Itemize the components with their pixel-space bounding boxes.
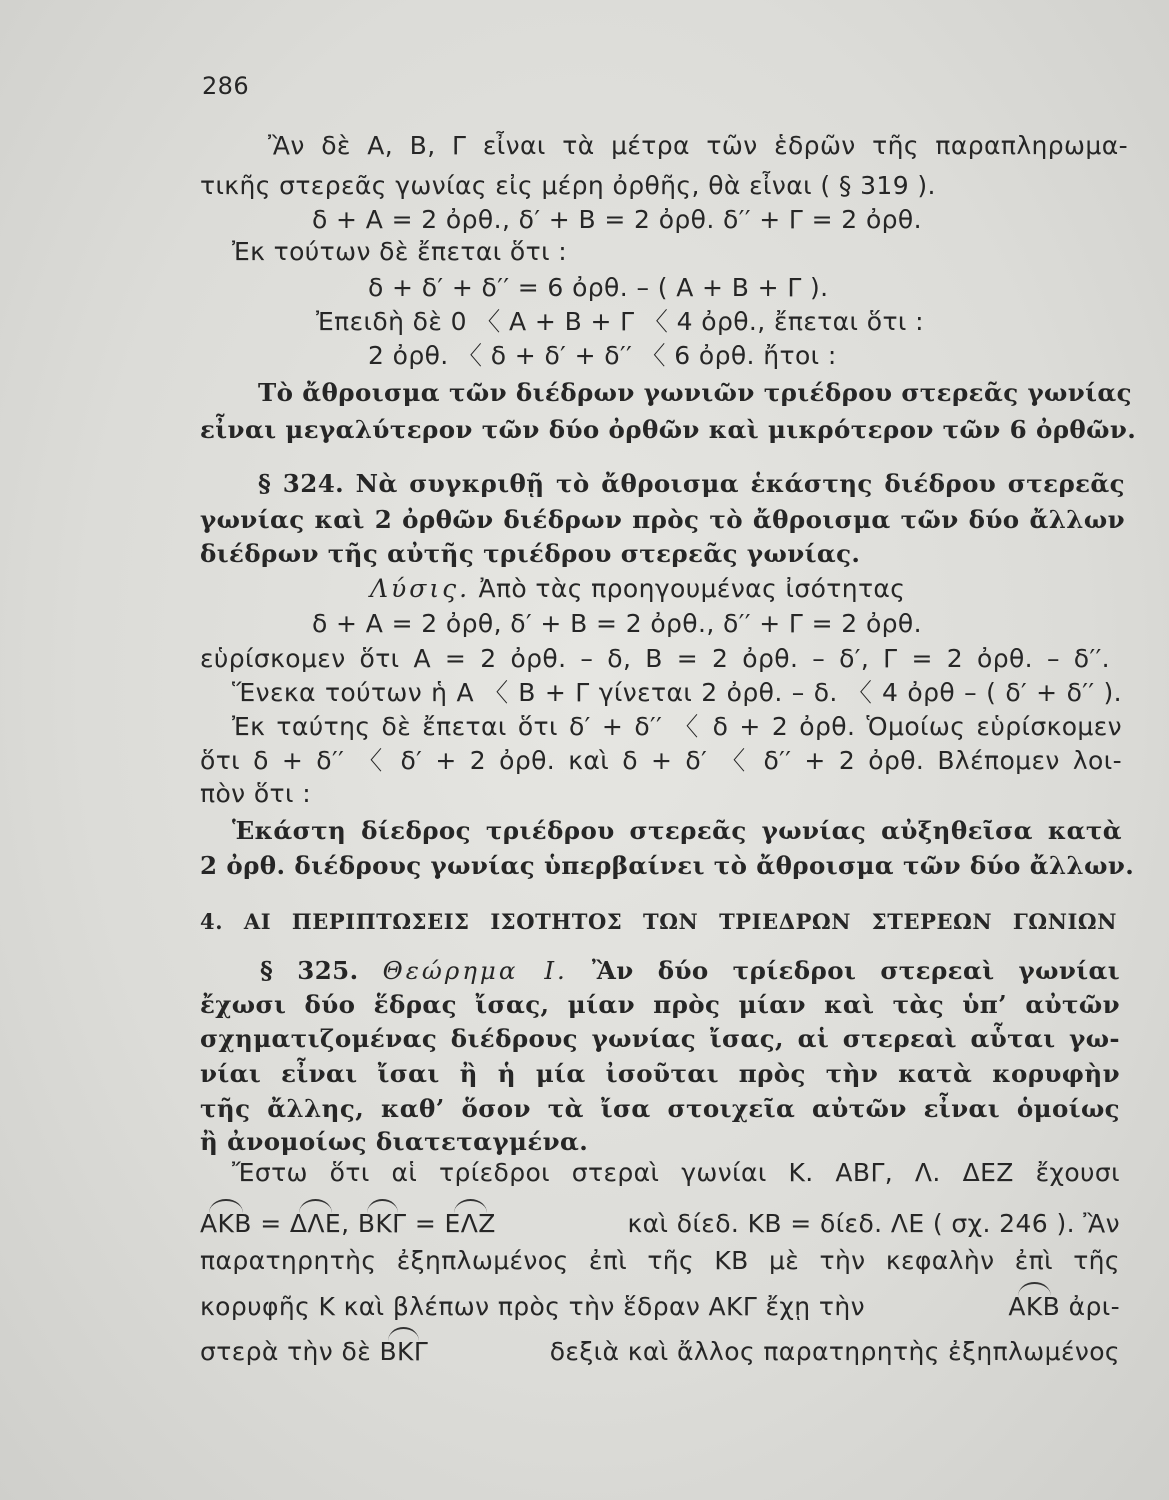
text-line [200,1291,1120,1323]
theorem-line: σχηματιζομένας διέδρους γωνίας ἴσας, αἱ στερεαὶ αὗται γω- [200,1024,1120,1053]
theorem-line: 2 ὀρθ. διέδρους γωνίας ὑπερβαίνει τὸ ἄθροισμα τῶν δύο ἄλλων. [200,851,1135,880]
text-line: τικῆς στερεᾶς γωνίας εἰς μέρη ὀρθῆς, θὰ εἶναι ( § 319 ). [200,171,936,200]
text-line: ὅτι δ + δ′′ 〈 δ′ + 2 ὀρθ. καὶ δ + δ′ 〈 δ′′ + 2 ὀρθ. Βλέπομεν λοι- [200,746,1122,775]
solution-text: Ἀπὸ τὰς προηγουμένας ἰσότητας [478,574,906,603]
text-line: Ἔστω ὅτι αἱ τρίεδροι στεραὶ γωνίαι Κ. ΑΒΓ, Λ. ΔΕΖ ἔχουσι [232,1158,1120,1187]
text-run: ἀρι- [1060,1292,1120,1321]
text-run [200,1336,428,1368]
angle-arc: ΒΚΓ [357,1209,407,1238]
angle-arc: ΑΚΒ [1008,1292,1061,1321]
theorem-line: εἶναι μεγαλύτερον τῶν δύο ὀρθῶν καὶ μικρότερον τῶν 6 ὀρθῶν. [200,415,1137,444]
section-line: γωνίας καὶ 2 ὀρθῶν διέδρων πρὸς τὸ ἄθροισμα τῶν δύο ἄλλων [200,505,1125,534]
equation: δ + Α = 2 ὀρθ, δ′ + Β = 2 ὀρθ., δ′′ + Γ = 2 ὀρθ. [312,609,922,638]
theorem-line: νίαι εἶναι ἴσαι ἢ ἡ μία ἰσοῦται πρὸς τὴν κατὰ κορυφὴν [200,1059,1120,1088]
theorem-line: ἔχωσι δύο ἕδρας ἴσας, μίαν πρὸς μίαν καὶ τὰς ὑπ’ αὐτῶν [200,990,1120,1019]
text-line: Ἐπειδὴ δὲ 0 〈 Α + Β + Γ 〈 4 ὀρθ., ἔπεται ὅτι : [316,307,924,336]
text-line [200,1336,1120,1368]
text-run [1008,1291,1120,1323]
text-run: δεξιὰ καὶ ἄλλος παρατηρητὴς ἐξηπλωμένος [549,1337,1120,1366]
theorem-line: Τὸ ἄθροισμα τῶν διέδρων γωνιῶν τριέδρου στερεᾶς γωνίας [258,378,1132,407]
section-heading: 4. ΑΙ ΠΕΡΙΠΤΩΣΕΙΣ ΙΣΟΤΗΤΟΣ ΤΩΝ ΤΡΙΕΔΡΩΝ ΣΤΕΡΕΩΝ ΓΩΝΙΩΝ [200,909,1117,934]
theorem-line: ἢ ἀνομοίως διατεταγμένα. [200,1127,589,1156]
text-run: καὶ δίεδ. ΚΒ = δίεδ. ΛΕ ( σχ. 246 ). Ἂν [627,1209,1120,1238]
text-run: κορυφῆς Κ καὶ βλέπων πρὸς τὴν ἕδραν ΑΚΓ ἔχῃ τὴν [200,1292,865,1321]
text-line: παρατηρητὴς ἐξηπλωμένος ἐπὶ τῆς ΚΒ μὲ τὴν κεφαλὴν ἐπὶ τῆς [200,1246,1120,1275]
angle-arc: ΑΚΒ [200,1209,252,1238]
equals-sign: = [406,1209,445,1238]
text-line: Ἕνεκα τούτων ἡ Α 〈 Β + Γ γίνεται 2 ὀρθ. – δ. 〈 4 ὀρθ – ( δ′ + δ′′ ). [232,678,1122,707]
text-line: εὑρίσκομεν ὅτι Α = 2 ὀρθ. – δ, Β = 2 ὀρθ. – δ′, Γ = 2 ὀρθ. – δ′′. [200,644,1110,673]
text-line: Ἂν δὲ Α, Β, Γ εἶναι τὰ μέτρα τῶν ἑδρῶν τῆς παραπληρωμα- [268,131,1128,160]
solution-line [370,573,905,605]
angle-arc: ΔΛΕ [289,1209,342,1238]
angle-arc: ΒΚΓ [379,1337,429,1366]
text-line: πὸν ὅτι : [200,779,312,808]
theorem-label: Θεώρημα Ι. [382,956,568,985]
theorem-line: Ἑκάστη δίεδρος τριέδρου στερεᾶς γωνίας αὐξηθεῖσα κατὰ [232,816,1122,845]
solution-label: Λύσις. [370,574,471,603]
page-number: 286 [202,72,250,100]
text-line: Ἐκ ταύτης δὲ ἔπεται ὅτι δ′ + δ′′ 〈 δ + 2 ὀρθ. Ὁμοίως εὑρίσκομεν [232,712,1122,741]
equals-sign: = [251,1209,290,1238]
separator: , [341,1209,358,1238]
section-line: § 324. Νὰ συγκριθῇ τὸ ἄθροισμα ἑκάστης διέδρου στερεᾶς [258,469,1125,498]
text-line: Ἐκ τούτων δὲ ἔπεται ὅτι : [232,237,568,266]
equation: 2 ὀρθ. 〈 δ + δ′ + δ′′ 〈 6 ὀρθ. ἤτοι : [368,341,837,370]
section-number: § 325. [260,956,359,985]
angle-arc: ΕΛΖ [444,1209,496,1238]
text-line [200,1208,1120,1240]
theorem-line: τῆς ἄλλης, καθ’ ὅσον τὰ ἴσα στοιχεῖα αὐτῶν εἶναι ὁμοίως [200,1094,1120,1123]
equation: δ + δ′ + δ′′ = 6 ὀρθ. – ( Α + Β + Γ ). [368,273,829,302]
text-run: στερὰ τὴν δὲ [200,1337,380,1366]
text-run [200,1208,496,1240]
equation: δ + Α = 2 ὀρθ., δ′ + Β = 2 ὀρθ. δ′′ + Γ = 2 ὀρθ. [312,205,922,234]
theorem-text: Ἂν δύο τρίεδροι στερεαὶ γωνίαι [591,956,1120,985]
theorem-header-line [260,955,1120,987]
section-line: διέδρων τῆς αὐτῆς τριέδρου στερεᾶς γωνίας. [200,539,861,568]
